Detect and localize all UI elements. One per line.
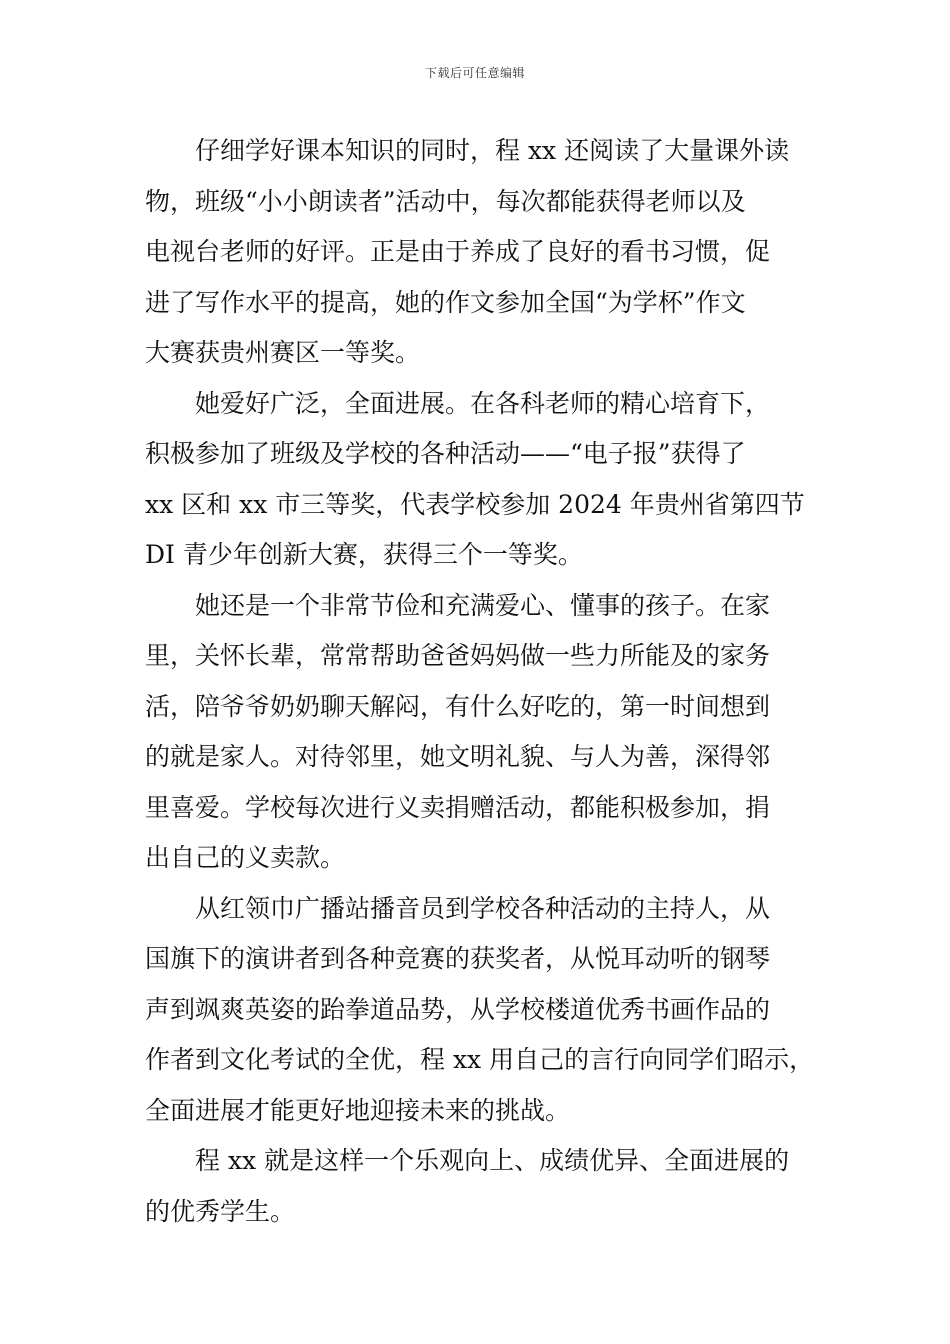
text-line: 她爱好广泛，全面进展。在各科老师的精心培育下， [195,388,771,418]
text-line: 活，陪爷爷奶奶聊天解闷，有什么好吃的，第一时间想到 [145,691,771,721]
text-line: 程 xx 就是这样一个乐观向上、成绩优异、全面进展的 [195,1146,790,1175]
text-line: 电视台老师的好评。正是由于养成了良好的看书习惯，促 [145,237,771,266]
paragraph-2 [145,379,810,581]
text-line: 出自己的义卖款。 [145,843,346,872]
text-line: 她还是一个非常节俭和充满爱心、懂事的孩子。在家 [195,590,771,620]
paragraph-5 [145,1136,810,1237]
paragraph-3 [145,581,810,884]
text-line: 进了写作水平的提高，她的作文参加全国“为学杯”作文 [145,287,746,317]
text-line: 全面进展才能更好地迎接未来的挑战。 [145,1095,571,1125]
text-line: 从红领巾广播站播音员到学校各种活动的主持人，从 [195,893,771,923]
text-line: 作者到文化考试的全优，程 xx 用自己的言行向同学们昭示， [145,1045,815,1074]
text-line: 物，班级“小小朗读者”活动中，每次都能获得老师以及 [145,186,746,216]
text-line: 声到飒爽英姿的跆拳道品势，从学校楼道优秀书画作品的 [145,994,771,1024]
text-line: 里，关怀长辈，常常帮助爸爸妈妈做一些力所能及的家务 [145,641,771,670]
text-line: 的优秀学生。 [145,1196,296,1226]
document-body [145,126,815,1237]
text-line: 大赛获贵州赛区一等奖。 [145,338,421,367]
text-line: DI 青少年创新大赛，获得三个一等奖。 [145,540,583,569]
paragraph-4 [145,884,815,1137]
paragraph-1 [145,126,810,379]
text-line: 积极参加了班级及学校的各种活动——“电子报”获得了 [145,439,746,468]
text-line: 里喜爱。学校每次进行义卖捐赠活动，都能积极参加，捐 [145,792,771,822]
text-line: 国旗下的演讲者到各种竞赛的获奖者，从悦耳动听的钢琴 [145,944,771,973]
page-header: 下载后可任意编辑 [424,66,525,80]
text-line: 仔细学好课本知识的同时，程 xx 还阅读了大量课外读 [195,136,790,165]
text-line: xx 区和 xx 市三等奖，代表学校参加 2024 年贵州省第四节 [145,489,805,519]
text-line: 的就是家人。对待邻里，她文明礼貌、与人为善，深得邻 [145,742,771,771]
